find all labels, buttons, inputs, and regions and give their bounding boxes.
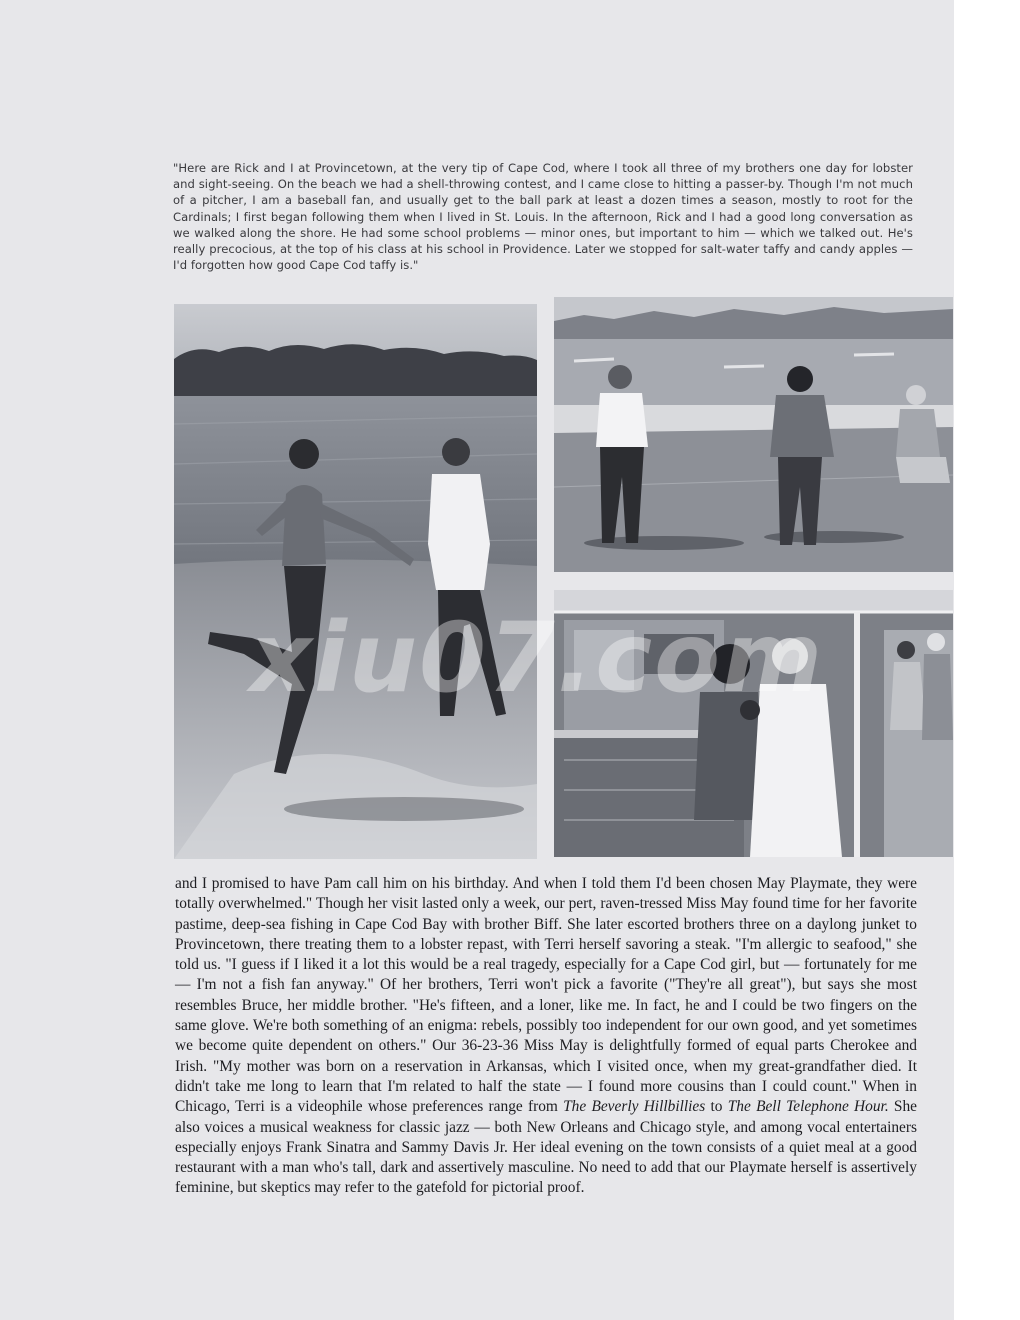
- watermark: xiu07.com: [250, 602, 825, 714]
- pier-photo-graphic: [554, 297, 953, 572]
- stand-photo-graphic: [554, 590, 953, 857]
- article-paragraph: [175, 874, 917, 1199]
- photo-caption: "Here are Rick and I at Provincetown, at the very tip of Cape Cod, where I took all three of my brothers one day for lobster and sight-seeing. On the beach we had a shell-throwing contest, and I came close to hitting a passer-by. Though I'm not much of a pitcher, I am a baseball fan, and usually get to the ball park at least a dozen times a season, mostly to root for the Cardinals; I first began following them when I lived in St. Louis. In the afternoon, Rick and I had a good long conversation as we walked along the shore. He had some school problems — minor ones, but important to him — which we talked out. He's really precocious, at the top of his class at his school in Providence. Later we stopped for salt-water taffy and candy apples — I'd forgotten how good Cape Cod taffy is.": [173, 161, 913, 273]
- body-text-part1: and I promised to have Pam call him on his birthday. And when I told them I'd been chosen May Playmate, they were totally overwhelmed." Though her visit lasted only a week, our pert, raven-tressed Miss May found time for her favorite pastime, deep-sea fishing in Cape Cod Bay with brother Biff. She later escorted brothers three on a daylong junket to Provincetown, there treating them to a lobster repast, with Terri herself savoring a steak. "I'm allergic to seafood," she told us. "I guess if I liked it a lot this would be a real tragedy, especially for a Cape Cod girl, but — fortunately for me — I'm not a fish fan anyway." Of her brothers, Terri won't pick a favorite ("They're all great"), but says she most resembles Bruce, her middle brother. "He's fifteen, and a loner, like me. In fact, he and I could be two fingers on the same glove. We're both something of an enigma: rebels, possibly too independent for our own good, and yet sometimes we become quite dependent on others." Our 36-23-36 Miss May is delightfully formed of equal parts Cherokee and Irish. "My mother was born on a reservation in Arkansas, which I visited once, when my great-grandfather died. It didn't take me long to learn that I'm related to half the state — I found more cousins than I could count." When in Chicago, Terri is a videophile whose preferences range from: [175, 875, 917, 1116]
- tv-show-title-1: The Beverly Hillbillies: [563, 1098, 706, 1116]
- beach-photo-graphic: [174, 304, 537, 859]
- photo-candy-apple-stand: [554, 590, 953, 857]
- body-text-part2: to: [705, 1098, 728, 1116]
- body-text-part3: She also voices a musical weakness for classic jazz — both New Orleans and Chicago style, and among vocal entertainers especially enjoys Frank Sinatra and Sammy Davis Jr. Her ideal evening on the town consists of a quiet meal at a good restaurant with a man who's tall, dark and assertively masculine. No need to add that our Playmate herself is assertively feminine, but skeptics may refer to the gatefold for pictorial proof.: [175, 1098, 918, 1197]
- photo-walking-pier: [554, 297, 953, 572]
- tv-show-title-2: The Bell Telephone Hour.: [727, 1098, 889, 1116]
- photo-beach-shell-throwing: [174, 304, 537, 859]
- article-body: [175, 874, 917, 1199]
